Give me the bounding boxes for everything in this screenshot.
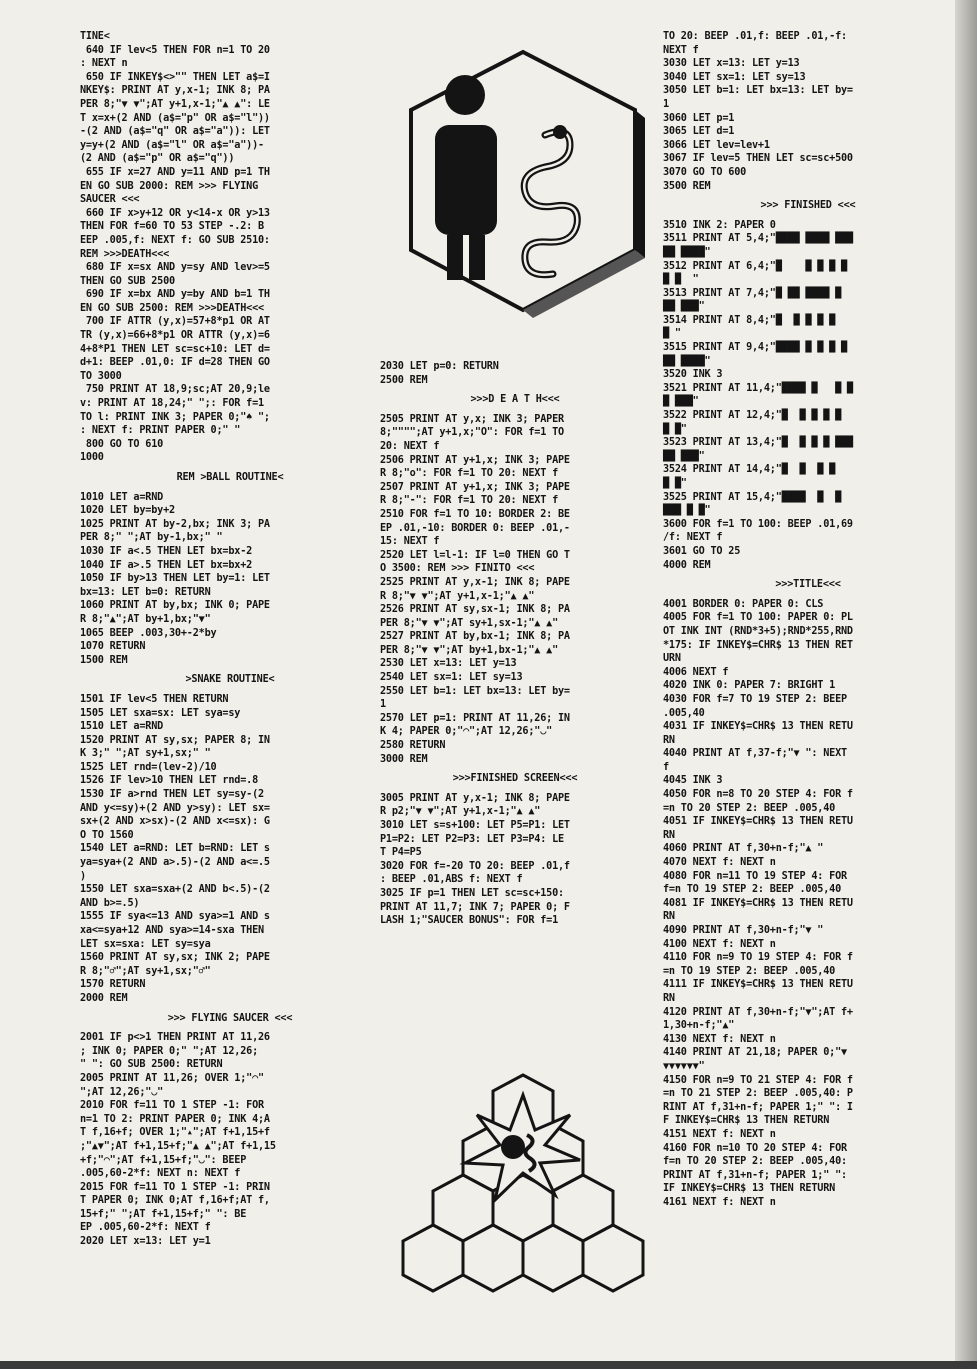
code-line: ███ █ █" (663, 505, 711, 517)
code-line: 4090 PRINT AT f,30+n-f;"▼ " (663, 925, 824, 936)
code-line: 3515 PRINT AT 9,4;"████ █ █ █ █ (663, 342, 847, 354)
code-line: 4050 FOR n=8 TO 20 STEP 4: FOR f (663, 789, 853, 801)
code-line: R p2;"▼ ▼";AT y+1,x-1;"▲ ▲" (380, 806, 541, 818)
code-line: sx+(2 AND x>sx)-(2 AND x<=sx): G (80, 816, 270, 828)
code-line: 3514 PRINT AT 8,4;"█ █ █ █ █ (663, 314, 836, 326)
code-line: y=y+(2 AND (a$="l" OR a$="a"))- (80, 139, 264, 151)
code-line: /f: NEXT f (663, 532, 723, 544)
code-line: ██ ███" (663, 301, 705, 313)
code-line: 3060 LET p=1 (663, 112, 735, 124)
code-line: ; INK 0; PAPER 0;" ";AT 12,26; (80, 1045, 259, 1057)
code-line: 2500 REM (380, 374, 428, 386)
code-line: 1550 LET sxa=sxa+(2 AND b<.5)-(2 (80, 884, 270, 896)
code-line: 3500 REM (663, 180, 711, 192)
code-line: R 8;"♂";AT sy+1,sx;"♂" (80, 965, 211, 977)
code-line: 700 IF ATTR (y,x)=57+8*p1 OR AT (80, 316, 270, 328)
code-line: 2505 PRINT AT y,x; INK 3; PAPER (380, 413, 564, 425)
code-line: bx=13: LET b=0: RETURN (80, 586, 211, 598)
code-line: 2001 IF p<>1 THEN PRINT AT 11,26 (80, 1032, 270, 1044)
code-line: 4030 FOR f=7 TO 19 STEP 2: BEEP (663, 693, 847, 705)
code-line: 1500 REM (80, 654, 128, 666)
code-line: SAUCER <<< (80, 194, 140, 206)
code-line: 3030 LET x=13: LET y=13 (663, 58, 800, 70)
code-line: 3513 PRINT AT 7,4;"█ ██ ████ █ (663, 287, 842, 299)
code-line: PRINT AT 11,7; INK 7; PAPER 0; F (380, 901, 570, 913)
code-line: 4020 INK 0: PAPER 7: BRIGHT 1 (663, 680, 836, 692)
code-line: 4100 NEXT f: NEXT n (663, 938, 776, 950)
code-line: IF INKEY$=CHR$ 13 THEN RETURN (663, 1183, 836, 1195)
code-line: TR (y,x)=66+8*p1 OR ATTR (y,x)=6 (80, 330, 270, 342)
code-line: =n TO 20 STEP 2: BEEP .005,40 (663, 802, 836, 814)
code-line: : BEEP .01,ABS f: NEXT f (380, 874, 523, 886)
code-line: 800 GO TO 610 (80, 438, 164, 450)
code-line: =n TO 21 STEP 2: BEEP .005,40: P (663, 1088, 853, 1100)
code-line: 1510 LET a=RND (80, 721, 164, 733)
code-line: 3005 PRINT AT y,x-1; INK 8; PAPE (380, 792, 570, 804)
code-line: 3512 PRINT AT 6,4;"█ █ █ █ █ (663, 260, 847, 272)
code-line: 1 (663, 98, 669, 110)
section-heading: >SNAKE ROUTINE< (185, 674, 275, 686)
code-line: 3065 LET d=1 (663, 126, 735, 138)
section-heading: >>> FLYING SAUCER <<< (167, 1012, 293, 1024)
code-line: PER 8;"▼ ▼";AT sy+1,sx-1;"▲ ▲" (380, 617, 559, 629)
code-line: : NEXT f: PRINT PAPER 0;" " (80, 425, 241, 437)
code-line: T P4=P5 (380, 847, 422, 859)
code-line: R 8;"o": FOR f=1 TO 20: NEXT f (380, 468, 559, 480)
code-line: f=n TO 19 STEP 2: BEEP .005,40 (663, 884, 842, 896)
code-line: 3525 PRINT AT 15,4;"████ █ █ (663, 491, 842, 503)
code-line: NKEY$: PRINT AT y,x-1; INK 8; PA (80, 85, 270, 97)
code-line: 1040 IF a>.5 THEN LET bx=bx+2 (80, 559, 253, 571)
code-line: T f,16+f; OVER 1;"▴";AT f+1,15+f (80, 1127, 270, 1139)
code-line: 3520 INK 3 (663, 369, 723, 381)
code-line: 3510 INK 2: PAPER 0 (663, 219, 776, 231)
code-line: ya=sya+(2 AND a>.5)-(2 AND a<=.5 (80, 857, 270, 869)
code-line: ██ ████" (663, 355, 711, 367)
code-line: K 3;" ";AT sy+1,sx;" " (80, 748, 211, 760)
code-line: 4006 NEXT f (663, 666, 729, 678)
code-line: █ █ " (663, 274, 699, 286)
code-line: 1501 IF lev<5 THEN RETURN (80, 693, 229, 705)
code-line: 1065 BEEP .003,30+-2*by (80, 627, 217, 639)
code-line: 4081 IF INKEY$=CHR$ 13 THEN RETU (663, 897, 853, 909)
code-line: .005,60-2*f: NEXT n: NEXT f (80, 1168, 241, 1180)
code-line: AND y<=sy)+(2 AND y>sy): LET sx= (80, 802, 270, 814)
code-line: F INKEY$=CHR$ 13 THEN RETURN (663, 1115, 830, 1127)
code-line: 1520 PRINT AT sy,sx; PAPER 8; IN (80, 734, 270, 746)
code-line: 4045 INK 3 (663, 775, 723, 787)
code-line: R 8;"▼ ▼";AT y+1,x-1;"▲ ▲" (380, 590, 535, 602)
code-line: 4130 NEXT f: NEXT n (663, 1033, 776, 1045)
code-line: LET sx=sxa: LET sy=sya (80, 938, 211, 950)
code-line: 1000 (80, 452, 104, 464)
code-line: xa<=sya+12 AND sya>=14-sxa THEN (80, 925, 264, 936)
code-line: 3524 PRINT AT 14,4;"█ █ █ █ (663, 464, 836, 476)
code-line: ██ ███" (663, 450, 705, 462)
code-line: 3070 GO TO 600 (663, 166, 747, 178)
code-line: v: PRINT AT 18,24;" ";: FOR f=1 (80, 398, 264, 410)
code-line: 1505 LET sxa=sx: LET sya=sy (80, 707, 241, 719)
code-line: AND b>=.5) (80, 897, 140, 909)
code-line: 3522 PRINT AT 12,4;"█ █ █ █ █ (663, 410, 842, 422)
code-line: 4051 IF INKEY$=CHR$ 13 THEN RETU (663, 816, 853, 828)
code-line: 4+8*P1 THEN LET sc=sc+10: LET d= (80, 343, 270, 355)
code-line: 2015 FOR f=11 TO 1 STEP -1: PRIN (80, 1181, 270, 1193)
code-line: 690 IF x=bx AND y=by AND b=1 TH (80, 289, 270, 301)
code-line: 1560 PRINT AT sy,sx; INK 2; PAPE (80, 952, 270, 964)
code-line: 2010 FOR f=11 TO 1 STEP -1: FOR (80, 1100, 264, 1112)
code-line: TO 3000 (80, 370, 122, 382)
code-line: 3050 LET b=1: LET bx=13: LET by= (663, 85, 853, 97)
code-line: EN GO SUB 2500: REM >>>DEATH<<< (80, 302, 264, 314)
code-line: R 8;"▲";AT by+1,bx;"▼" (80, 613, 211, 625)
code-line: 3020 FOR f=-20 TO 20: BEEP .01,f (380, 860, 570, 872)
code-line: 1 (380, 699, 386, 711)
code-line: EP .01,-10: BORDER 0: BEEP .01,- (380, 522, 570, 534)
code-line: R 8;"-": FOR f=1 TO 20: NEXT f (380, 495, 559, 507)
code-line: 4150 FOR n=9 TO 21 STEP 4: FOR f (663, 1074, 853, 1086)
section-heading: >>>TITLE<<< (775, 579, 841, 591)
code-line: O 3500: REM >>> FINITO <<< (380, 563, 535, 575)
code-line: 2580 RETURN (380, 740, 446, 752)
section-heading: >>> FINISHED <<< (760, 200, 856, 212)
code-line: 4140 PRINT AT 21,18; PAPER 0;"▼ (663, 1047, 847, 1059)
code-line: 640 IF lev<5 THEN FOR n=1 TO 20 (80, 44, 270, 56)
code-line: 660 IF x>y+12 OR y<14-x OR y>13 (80, 207, 270, 219)
code-line: RN (663, 829, 675, 841)
code-line: 2550 LET b=1: LET bx=13: LET by= (380, 685, 570, 697)
code-line: ;"▲▼";AT f+1,15+f;"▲ ▲";AT f+1,15 (80, 1140, 276, 1152)
code-line: THEN FOR f=60 TO 53 STEP -.2: B (80, 221, 264, 233)
code-line: 2507 PRINT AT y+1,x; INK 3; PAPE (380, 481, 570, 493)
page-bottom-edge (0, 1361, 977, 1369)
code-line: 1010 LET a=RND (80, 491, 164, 503)
code-line: 1060 PRINT AT by,bx; INK 0; PAPE (80, 600, 270, 612)
code-line: █ █" (663, 478, 687, 489)
code-line: 4070 NEXT f: NEXT n (663, 857, 776, 869)
code-line: RN (663, 911, 675, 923)
code-line: 4110 FOR n=9 TO 19 STEP 4: FOR f (663, 952, 853, 964)
code-line: 4120 PRINT AT f,30+n-f;"▼";AT f+ (663, 1006, 853, 1018)
section-heading: >>>D E A T H<<< (470, 394, 560, 406)
code-line: EEP .005,f: NEXT f: GO SUB 2510: (80, 234, 270, 246)
code-line: RN (663, 992, 675, 1004)
code-line: 2506 PRINT AT y+1,x; INK 3; PAPE (380, 454, 570, 466)
code-line: 3010 LET s=s+100: LET P5=P1: LET (380, 820, 570, 831)
code-line: O TO 1560 (80, 829, 134, 841)
code-line: RINT AT f,31+n-f; PAPER 1;" ": I (663, 1101, 853, 1113)
code-line: 15+f;" ";AT f+1,15+f;" ": BE (80, 1208, 247, 1220)
code-line: 655 IF x=27 AND y=11 AND p=1 TH (80, 166, 270, 178)
code-line: █ █" (663, 423, 687, 435)
code-line: ) (80, 870, 86, 882)
page-edge-shadow (955, 0, 977, 1369)
code-line: ▼▼▼▼▼▼" (663, 1060, 705, 1072)
code-line: TO l: PRINT INK 3; PAPER 0;"♠ "; (80, 411, 270, 423)
code-line: 2526 PRINT AT sy,sx-1; INK 8; PA (380, 604, 570, 616)
code-line: THEN GO SUB 2500 (80, 275, 175, 287)
code-line: 4031 IF INKEY$=CHR$ 13 THEN RETU (663, 721, 853, 733)
code-line: 1525 LET rnd=(lev-2)/10 (80, 761, 217, 773)
code-line: 2005 PRINT AT 11,26; OVER 1;"◠" (80, 1072, 264, 1084)
code-line: 1070 RETURN (80, 641, 146, 653)
man-and-snake-illustration (395, 40, 650, 330)
code-line: 750 PRINT AT 18,9;sc;AT 20,9;le (80, 384, 270, 396)
code-line: 2510 FOR f=1 TO 10: BORDER 2: BE (380, 508, 570, 520)
code-line: █ " (663, 328, 681, 340)
section-heading: REM >BALL ROUTINE< (176, 472, 284, 483)
code-line: 3601 GO TO 25 (663, 545, 741, 557)
code-line: 2020 LET x=13: LET y=1 (80, 1236, 211, 1248)
code-line: " ": GO SUB 2500: RETURN (80, 1059, 223, 1071)
code-line: 650 IF INKEY$<>"" THEN LET a$=I (80, 71, 270, 83)
code-line: 3511 PRINT AT 5,4;"████ ████ ███ (663, 233, 853, 245)
code-line: TINE< (80, 31, 110, 42)
code-line: 2527 PRINT AT by,bx-1; INK 8; PA (380, 631, 570, 643)
code-line: f=n TO 20 STEP 2: BEEP .005,40: (663, 1156, 847, 1168)
code-line: ██ ████" (663, 246, 711, 258)
code-line: TO 20: BEEP .01,f: BEEP .01,-f: (663, 31, 847, 42)
code-line: 4151 NEXT f: NEXT n (663, 1128, 776, 1140)
code-line: *175: IF INKEY$=CHR$ 13 THEN RET (663, 639, 853, 651)
code-line: =n TO 19 STEP 2: BEEP .005,40 (663, 965, 836, 977)
code-line: 2030 LET p=0: RETURN (380, 361, 499, 372)
code-line: ";AT 12,26;"◡" (80, 1086, 164, 1098)
listing-column-right (663, 30, 953, 1209)
code-line: 4000 REM (663, 559, 711, 571)
code-line: 4160 FOR n=10 TO 20 STEP 4: FOR (663, 1142, 847, 1154)
code-line: NEXT f (663, 44, 699, 56)
code-line: P1=P2: LET P2=P3: LET P3=P4: LE (380, 833, 564, 845)
code-line: RN (663, 734, 675, 746)
code-line: 2000 REM (80, 992, 128, 1004)
code-line: PER 8;" ";AT by-1,bx;" " (80, 532, 223, 544)
code-line: .005,40 (663, 707, 705, 719)
code-line: 1526 IF lev>10 THEN LET rnd=.8 (80, 775, 259, 787)
code-line: (2 AND (a$="p" OR a$="q")) (80, 153, 235, 165)
code-line: 15: NEXT f (380, 536, 440, 548)
code-line: PER 8;"▼ ▼";AT y+1,x-1;"▲ ▲": LE (80, 98, 270, 110)
code-line: 4001 BORDER 0: PAPER 0: CLS (663, 598, 824, 610)
code-line: 2525 PRINT AT y,x-1; INK 8; PAPE (380, 576, 570, 588)
code-line: 4111 IF INKEY$=CHR$ 13 THEN RETU (663, 979, 853, 991)
code-line: -(2 AND (a$="q" OR a$="a")): LET (80, 126, 270, 138)
listing-column-left (80, 30, 380, 1249)
code-line: 4080 FOR n=11 TO 19 STEP 4: FOR (663, 870, 847, 882)
code-line: PER 8;"▼ ▼";AT by+1,bx-1;"▲ ▲" (380, 644, 559, 656)
code-line: 1025 PRINT AT by-2,bx; INK 3; PA (80, 518, 270, 530)
code-line: 1,30+n-f;"▲" (663, 1020, 735, 1032)
code-line: 3040 LET sx=1: LET sy=13 (663, 71, 806, 83)
code-line: REM >>>DEATH<<< (80, 248, 170, 260)
code-line: : NEXT n (80, 58, 128, 70)
code-line: EP .005,60-2*f: NEXT f (80, 1222, 211, 1234)
code-line: 20: NEXT f (380, 440, 440, 452)
code-line: 1020 LET by=by+2 (80, 505, 175, 517)
code-line: 4040 PRINT AT f,37-f;"▼ ": NEXT (663, 748, 847, 760)
code-line: 680 IF x=sx AND y=sy AND lev>=5 (80, 262, 270, 274)
code-line: 3025 IF p=1 THEN LET sc=sc+150: (380, 887, 564, 899)
code-line: 1030 IF a<.5 THEN LET bx=bx-2 (80, 545, 253, 557)
code-line: 1050 IF by>13 THEN LET by=1: LET (80, 573, 270, 585)
code-line: 2530 LET x=13: LET y=13 (380, 658, 517, 670)
code-line: 1530 IF a>rnd THEN LET sy=sy-(2 (80, 789, 264, 801)
code-line: d+1: BEEP .01,0: IF d=28 THEN GO (80, 357, 270, 369)
code-line: 2540 LET sx=1: LET sy=13 (380, 672, 523, 684)
code-line: 1555 IF sya<=13 AND sya>=1 AND s (80, 911, 270, 923)
section-heading: >>>FINISHED SCREEN<<< (452, 773, 578, 785)
code-line: 3067 IF lev=5 THEN LET sc=sc+500 (663, 153, 853, 165)
code-line: 3066 LET lev=lev+1 (663, 139, 770, 151)
code-line: 2520 LET l=l-1: IF l=0 THEN GO T (380, 549, 570, 561)
code-line: T PAPER 0; INK 0;AT f,16+f;AT f, (80, 1195, 270, 1207)
listing-column-middle (380, 360, 650, 928)
code-line: 3523 PRINT AT 13,4;"█ █ █ █ ███ (663, 437, 853, 449)
code-line: 1570 RETURN (80, 979, 146, 991)
code-line: T x=x+(2 AND (a$="p" OR a$="l")) (80, 112, 270, 124)
code-line: OT INK INT (RND*3+5);RND*255,RND (663, 625, 853, 637)
code-line: PRINT AT f,31+n-f; PAPER 1;" ": (663, 1169, 847, 1181)
code-line: 2570 LET p=1: PRINT AT 11,26; IN (380, 712, 570, 724)
code-line: 4060 PRINT AT f,30+n-f;"▲ " (663, 843, 824, 855)
code-line: +f;"◠";AT f+1,15+f;"◡": BEEP (80, 1154, 247, 1166)
code-line: 3521 PRINT AT 11,4;"████ █ █ █ (663, 382, 853, 394)
code-line: 3000 REM (380, 753, 428, 765)
code-line: 8;"""";AT y+1,x;"O": FOR f=1 TO (380, 427, 564, 439)
code-line: URN (663, 653, 681, 665)
code-line: f (663, 761, 669, 773)
code-line: K 4; PAPER 0;"◠";AT 12,26;"◡" (380, 726, 553, 738)
code-line: n=1 TO 2: PRINT PAPER 0; INK 4;A (80, 1113, 270, 1125)
code-line: 4005 FOR f=1 TO 100: PAPER 0: PL (663, 612, 853, 624)
code-line: EN GO SUB 2000: REM >>> FLYING (80, 180, 259, 192)
code-line: █ ███" (663, 396, 699, 408)
hexagon-explosion-illustration (395, 1035, 650, 1325)
code-line: 1540 LET a=RND: LET b=RND: LET s (80, 843, 270, 855)
code-line: 4161 NEXT f: NEXT n (663, 1196, 776, 1208)
code-line: 3600 FOR f=1 TO 100: BEEP .01,69 (663, 518, 853, 530)
code-line: LASH 1;"SAUCER BONUS": FOR f=1 (380, 915, 559, 927)
